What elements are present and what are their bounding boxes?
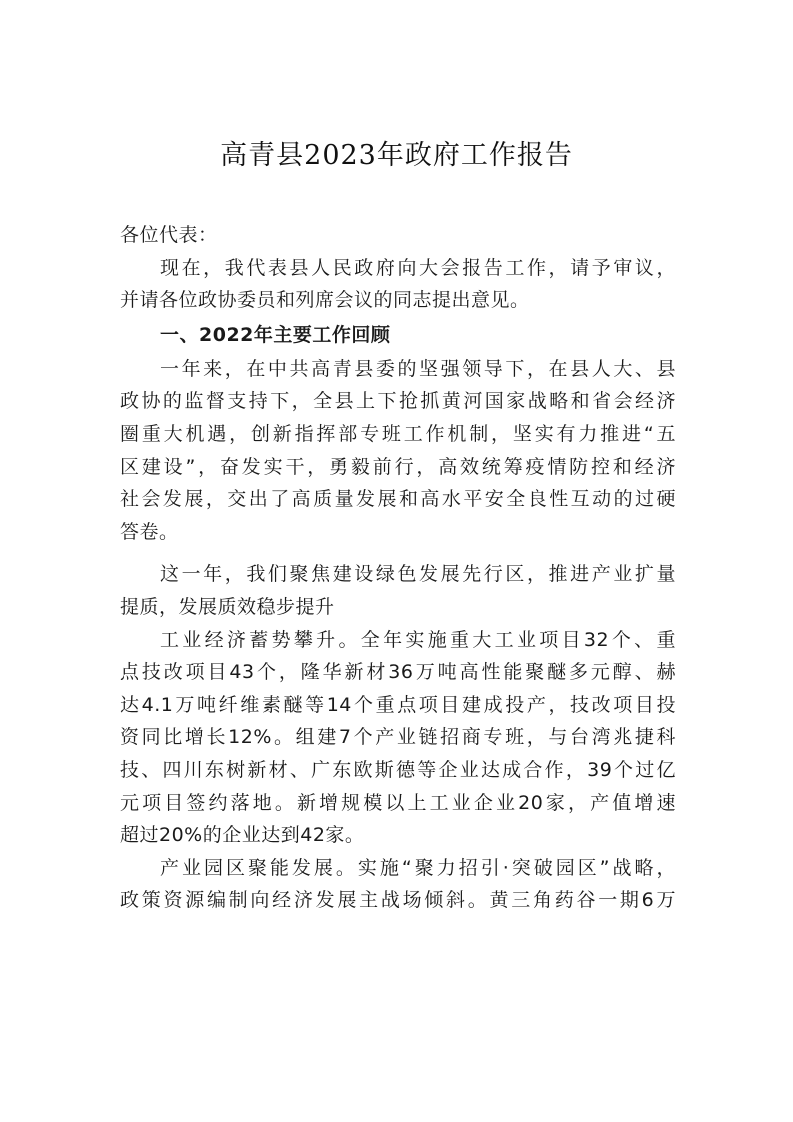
paragraph-line: 圈重大机遇，创新指挥部专班工作机制，坚实有力推进“五 xyxy=(120,422,676,445)
paragraph-intro xyxy=(120,252,676,317)
paragraph-line: 一年来，在中共高青县委的坚强领导下，在县人大、县 xyxy=(160,357,676,380)
paragraph-green xyxy=(120,558,676,623)
paragraph-industry xyxy=(120,624,676,852)
paragraph-line: 政策资源编制向经济发展主战场倾斜。黄三角药谷一期6万 xyxy=(120,889,676,912)
document-title: 高青县2023年政府工作报告 xyxy=(220,140,573,171)
paragraph-overview xyxy=(120,353,676,549)
section-heading: 一、2022年主要工作回顾 xyxy=(160,323,391,346)
paragraph-line: 点技改项目43个，隆华新材36万吨高性能聚醚多元醇、赫 xyxy=(120,661,676,684)
paragraph-line: 达4.1万吨纤维素醚等14个重点项目建成投产，技改项目投 xyxy=(120,693,676,716)
paragraph-line: 工业经济蓄势攀升。全年实施重大工业项目32个、重 xyxy=(160,628,676,651)
paragraph-line: 区建设”，奋发实干，勇毅前行，高效统筹疫情防控和经济 xyxy=(120,455,676,478)
paragraph-line: 这一年，我们聚焦建设绿色发展先行区，推进产业扩量 xyxy=(160,563,676,586)
paragraph-line: 现在，我代表县人民政府向大会报告工作，请予审议， xyxy=(160,256,676,279)
paragraph-line: 社会发展，交出了高质量发展和高水平安全良性互动的过硬 xyxy=(120,488,676,511)
paragraph-parks xyxy=(120,852,676,917)
paragraph-line: 提质，发展质效稳步提升 xyxy=(120,595,335,618)
paragraph-line: 技、四川东树新材、广东欧斯德等企业达成合作，39个过亿 xyxy=(120,758,676,781)
paragraph-line: 产业园区聚能发展。实施“聚力招引·突破园区”战略， xyxy=(160,856,676,879)
document-body xyxy=(120,219,676,917)
paragraph-line: 政协的监督支持下，全县上下抢抓黄河国家战略和省会经济 xyxy=(120,390,676,413)
paragraph-line: 并请各位政协委员和列席会议的同志提出意见。 xyxy=(120,289,530,312)
salutation: 各位代表： xyxy=(120,224,218,246)
paragraph-line: 超过20%的企业达到42家。 xyxy=(120,824,365,847)
paragraph-gap xyxy=(120,548,676,558)
paragraph-line: 元项目签约落地。新增规模以上工业企业20家，产值增速 xyxy=(120,791,676,814)
paragraph-line: 资同比增长12%。组建7个产业链招商专班，与台湾兆捷科 xyxy=(120,726,676,749)
paragraph-line: 答卷。 xyxy=(120,520,179,543)
